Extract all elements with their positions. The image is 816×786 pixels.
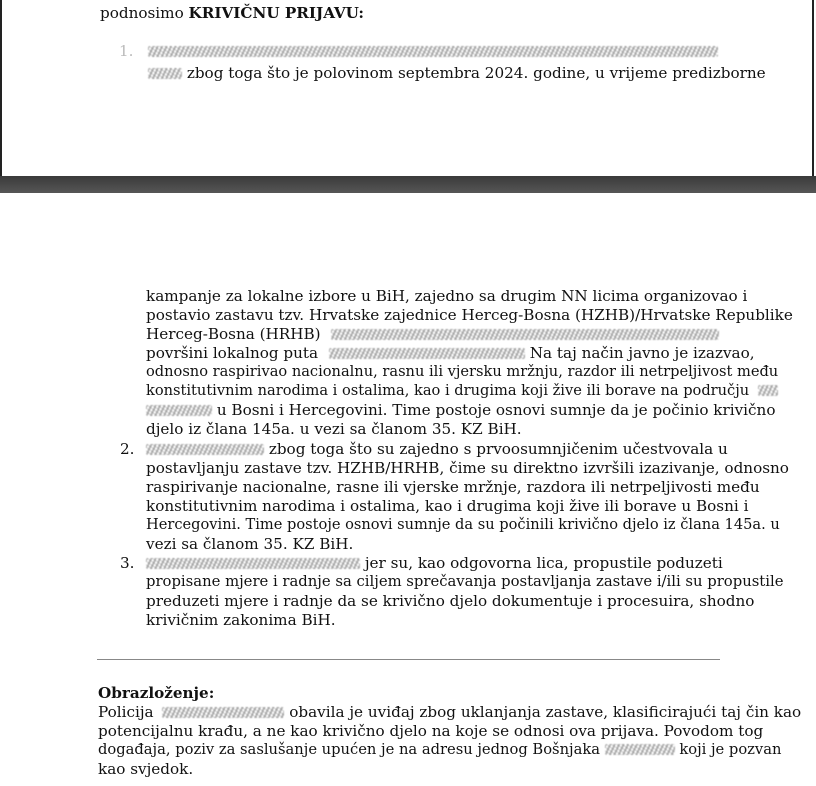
redacted-text [162, 707, 284, 718]
item1-cont-line4 [146, 344, 755, 363]
item1-cont-line1: kampanje za lokalne izbore u BiH, zajedno sa drugim NN licima organizovao i [146, 287, 748, 305]
item1-cont-line8: djelo iz člana 145a. u vezi sa članom 35. KZ BiH. [146, 420, 522, 438]
item2-line2: postavljanju zastave tzv. HZHB/HRHB, čime su direktno izvršili izazivanje, odnosno [146, 459, 789, 477]
item3-line1 [146, 554, 723, 573]
item1-line4b: Na taj način javno je izazvao, [529, 344, 755, 362]
item1-cont-line6 [146, 382, 778, 401]
obrazlozenje-line1 [98, 703, 801, 722]
item1-second-line [148, 64, 766, 83]
item1-cont-line2: postavio zastavu tzv. Hrvatske zajednice Herceg-Bosna (HZHB)/Hrvatske Republike [146, 306, 793, 324]
redacted-text [331, 329, 719, 340]
item2-number: 2. [120, 440, 135, 458]
document-page-2 [0, 193, 816, 786]
prijava-heading [100, 4, 364, 23]
document-page-1 [0, 0, 814, 176]
redacted-text [146, 405, 212, 416]
item3-line2: propisane mjere i radnje sa ciljem sprečavanja postavljanja zastave i/ili su propustile [146, 573, 784, 590]
redacted-text [148, 46, 718, 57]
item1-cont-line7 [146, 401, 775, 420]
item2-line1 [146, 440, 728, 459]
page-separator [0, 176, 816, 193]
item1-line2: zbog toga što je polovinom septembra 2024. godine, u vrijeme predizborne [186, 64, 766, 82]
item3-line4: krivičnim zakonima BiH. [146, 611, 336, 629]
obrazlozenje-line4: kao svjedok. [98, 760, 194, 778]
item2-line3: raspirivanje nacionalne, rasne ili vjerske mržnje, razdora ili netrpeljivosti među [146, 478, 760, 496]
item2-line5: Hercegovini. Time postoje osnovi sumnje da su počinili krivično djelo iz člana 145a. u [146, 516, 780, 533]
item3-line3: preduzeti mjere i radnje da se krivično djelo dokumentuje i procesuira, shodno [146, 592, 755, 610]
item1-first-line [119, 42, 718, 61]
item3-line1-text: jer su, kao odgovorna lica, propustile poduzeti [364, 554, 723, 572]
item1-cont-line5: odnosno raspirivao nacionalnu, rasnu ili vjersku mržnju, razdor ili netrpeljivost među [146, 363, 779, 380]
item1-line7-text: u Bosni i Hercegovini. Time postoje osnovi sumnje da je počinio krivično [216, 401, 776, 419]
item2-line1-text: zbog toga što su zajedno s prvoosumnjičenim učestvovala u [268, 440, 728, 458]
obrazlozenje-line3b: koji je pozvan [679, 741, 782, 758]
redacted-text [605, 744, 675, 755]
obrazlozenje-line1b: obavila je uviđaj zbog uklanjanja zastave, klasificirajući taj čin kao [289, 703, 802, 721]
redacted-text [146, 558, 360, 569]
item1-marker: 1. [119, 42, 134, 60]
obrazlozenje-heading: Obrazloženje: [98, 684, 215, 702]
item3-number: 3. [120, 554, 135, 572]
item2-line4: konstitutivnim narodima i ostalima, kao i drugima koji žive ili borave u Bosni i [146, 497, 749, 515]
redacted-text [148, 68, 182, 79]
obrazlozenje-line2: potencijalnu krađu, a ne kao krivično djelo na koje se odnosi ova prijava. Povodom tog [98, 722, 764, 740]
item1-line3-text: Herceg-Bosna (HRHB) [146, 325, 321, 343]
obrazlozenje-line3 [98, 741, 781, 760]
section-divider [97, 659, 720, 660]
item1-line4a: površini lokalnog puta [146, 344, 319, 362]
redacted-text [329, 348, 525, 359]
redacted-text [758, 385, 778, 396]
heading-prefix: podnosimo [100, 4, 189, 22]
item1-cont-line3 [146, 325, 719, 344]
obrazlozenje-line3a: događaja, poziv za saslušanje upućen je na adresu jednog Bošnjaka [98, 741, 600, 758]
item2-line6: vezi sa članom 35. KZ BiH. [146, 535, 354, 553]
obrazlozenje-line1a: Policija [98, 703, 154, 721]
item1-line6-text: konstitutivnim narodima i ostalima, kao i drugima koji žive ili borave na području [146, 382, 750, 399]
redacted-text [146, 444, 264, 455]
heading-bold: KRIVIČNU PRIJAVU: [188, 4, 364, 22]
